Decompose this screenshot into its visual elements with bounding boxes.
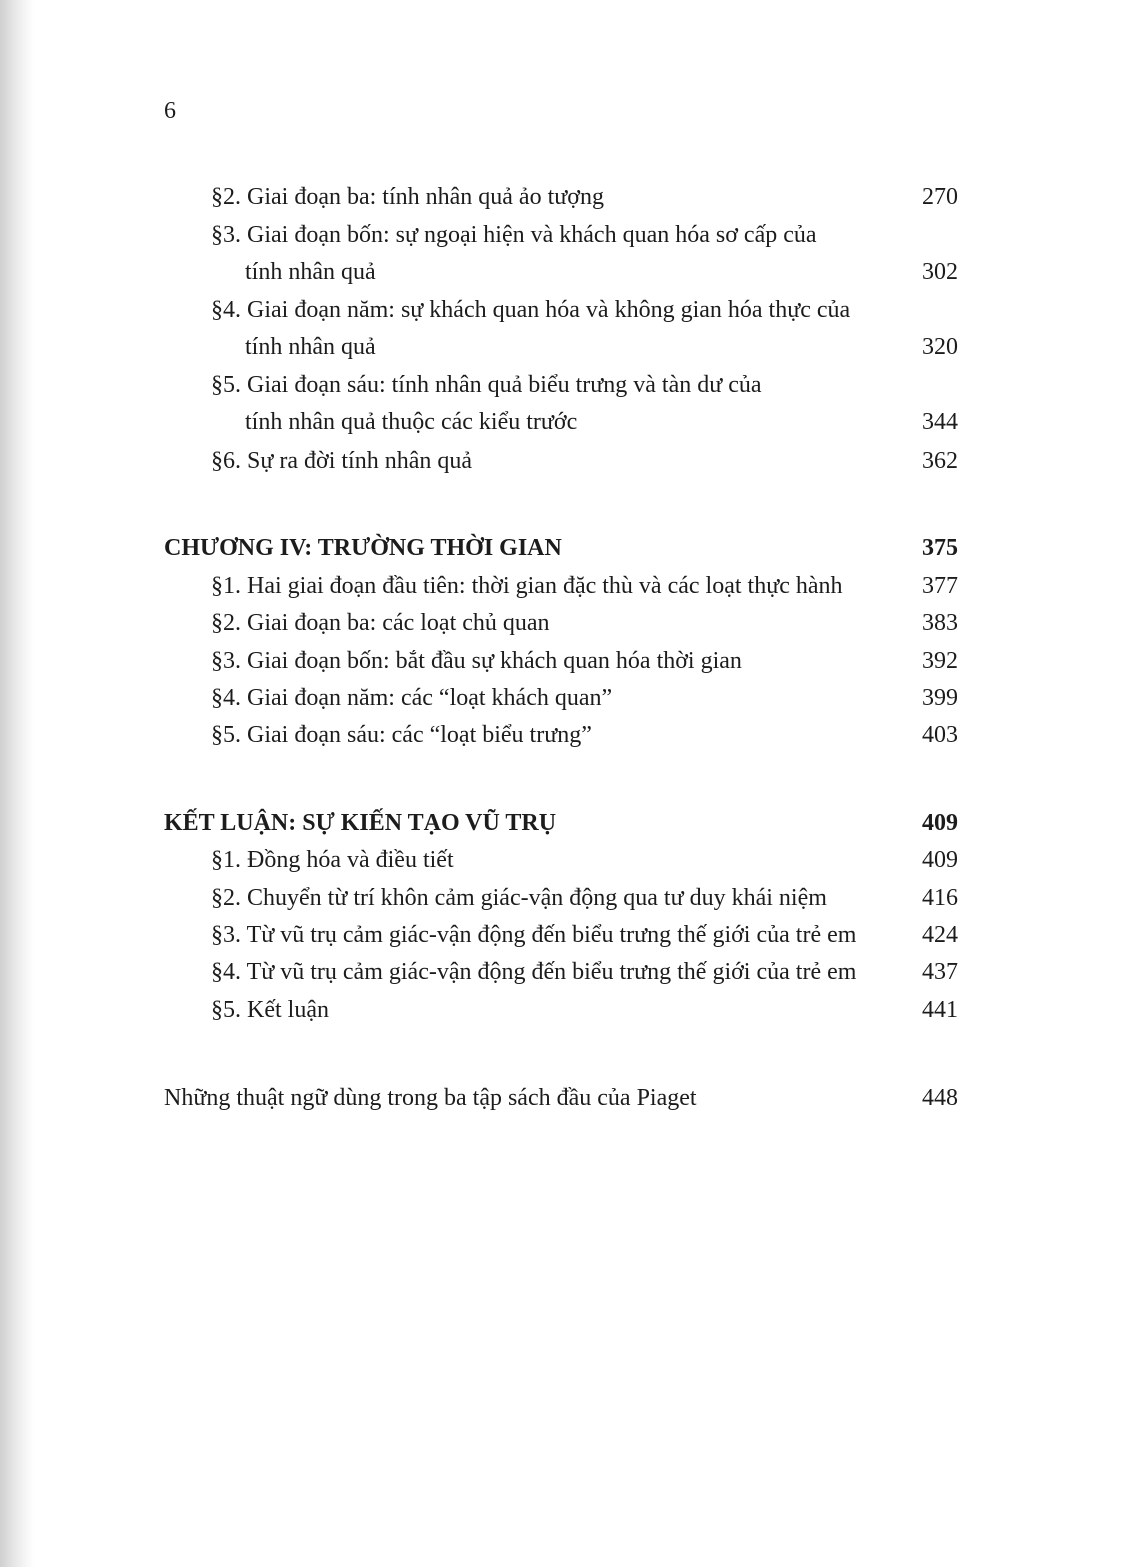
toc-entry-title: Những thuật ngữ dùng trong ba tập sách đầu của Piaget — [164, 1085, 697, 1111]
toc-entry-page: 437 — [922, 959, 958, 985]
toc-entry-page: 409 — [922, 847, 958, 873]
toc-entry — [0, 569, 1124, 603]
toc-entry-title: §4. Từ vũ trụ cảm giác-vận động đến biểu trưng thế giới của trẻ em — [211, 959, 857, 985]
toc-entry-page: 383 — [922, 610, 958, 636]
toc-entry — [0, 681, 1124, 715]
toc-entry-title-cont: tính nhân quả thuộc các kiểu trước — [245, 409, 578, 435]
toc-entry-page: 448 — [922, 1085, 958, 1111]
toc-entry — [0, 293, 1124, 327]
toc-entry-page: 441 — [922, 997, 958, 1023]
toc-entry — [0, 718, 1124, 752]
toc-entry — [0, 606, 1124, 640]
toc-entry-title: §4. Giai đoạn năm: sự khách quan hóa và không gian hóa thực của — [211, 297, 851, 323]
toc-entry-page: 416 — [922, 885, 958, 911]
toc-entry — [0, 955, 1124, 989]
toc-entry-page: 344 — [922, 409, 958, 435]
toc-entry-title-cont: tính nhân quả — [245, 259, 376, 285]
toc-entry-title: §3. Giai đoạn bốn: sự ngoại hiện và khách quan hóa sơ cấp của — [211, 222, 817, 248]
toc-entry-continuation — [0, 255, 1124, 289]
toc-entry-title: §2. Chuyển từ trí khôn cảm giác-vận động qua tư duy khái niệm — [211, 885, 827, 911]
chapter-title: KẾT LUẬN: SỰ KIẾN TẠO VŨ TRỤ — [164, 810, 557, 836]
toc-entry-title: §2. Giai đoạn ba: tính nhân quả ảo tượng — [211, 184, 604, 210]
toc-entry-title: §1. Hai giai đoạn đầu tiên: thời gian đặc thù và các loạt thực hành — [211, 573, 843, 599]
chapter-heading — [0, 806, 1124, 840]
toc-entry — [0, 218, 1124, 252]
toc-entry-page: 270 — [922, 184, 958, 210]
toc-entry — [0, 644, 1124, 678]
chapter-page: 409 — [922, 810, 958, 836]
toc-entry-page: 362 — [922, 448, 958, 474]
toc-entry-title: §4. Giai đoạn năm: các “loạt khách quan” — [211, 685, 613, 711]
toc-entry-title: §5. Kết luận — [211, 997, 329, 1023]
toc-entry-continuation — [0, 405, 1124, 439]
toc-entry — [0, 918, 1124, 952]
toc-entry-continuation — [0, 330, 1124, 364]
toc-entry — [0, 444, 1124, 478]
page-number: 6 — [164, 98, 176, 124]
chapter-heading — [0, 531, 1124, 565]
toc-entry-page: 320 — [922, 334, 958, 360]
toc-glossary-entry — [0, 1081, 1124, 1115]
toc-entry — [0, 881, 1124, 915]
toc-entry-title: §3. Giai đoạn bốn: bắt đầu sự khách quan hóa thời gian — [211, 648, 742, 674]
toc-entry — [0, 993, 1124, 1027]
toc-entry-page: 399 — [922, 685, 958, 711]
toc-entry-title: §1. Đồng hóa và điều tiết — [211, 847, 454, 873]
toc-entry-page: 377 — [922, 573, 958, 599]
toc-entry-page: 392 — [922, 648, 958, 674]
toc-entry-title: §3. Từ vũ trụ cảm giác-vận động đến biểu trưng thế giới của trẻ em — [211, 922, 857, 948]
chapter-page: 375 — [922, 535, 958, 561]
toc-entry-title-cont: tính nhân quả — [245, 334, 376, 360]
toc-entry-title: §2. Giai đoạn ba: các loạt chủ quan — [211, 610, 550, 636]
toc-entry — [0, 368, 1124, 402]
toc-entry-title: §5. Giai đoạn sáu: các “loạt biểu trưng” — [211, 722, 592, 748]
toc-entry-page: 403 — [922, 722, 958, 748]
toc-entry-title: §5. Giai đoạn sáu: tính nhân quả biểu trưng và tàn dư của — [211, 372, 762, 398]
toc-entry — [0, 843, 1124, 877]
chapter-title: CHƯƠNG IV: TRƯỜNG THỜI GIAN — [164, 535, 562, 561]
toc-entry — [0, 180, 1124, 214]
toc-entry-title: §6. Sự ra đời tính nhân quả — [211, 448, 472, 474]
toc-entry-page: 302 — [922, 259, 958, 285]
toc-entry-page: 424 — [922, 922, 958, 948]
